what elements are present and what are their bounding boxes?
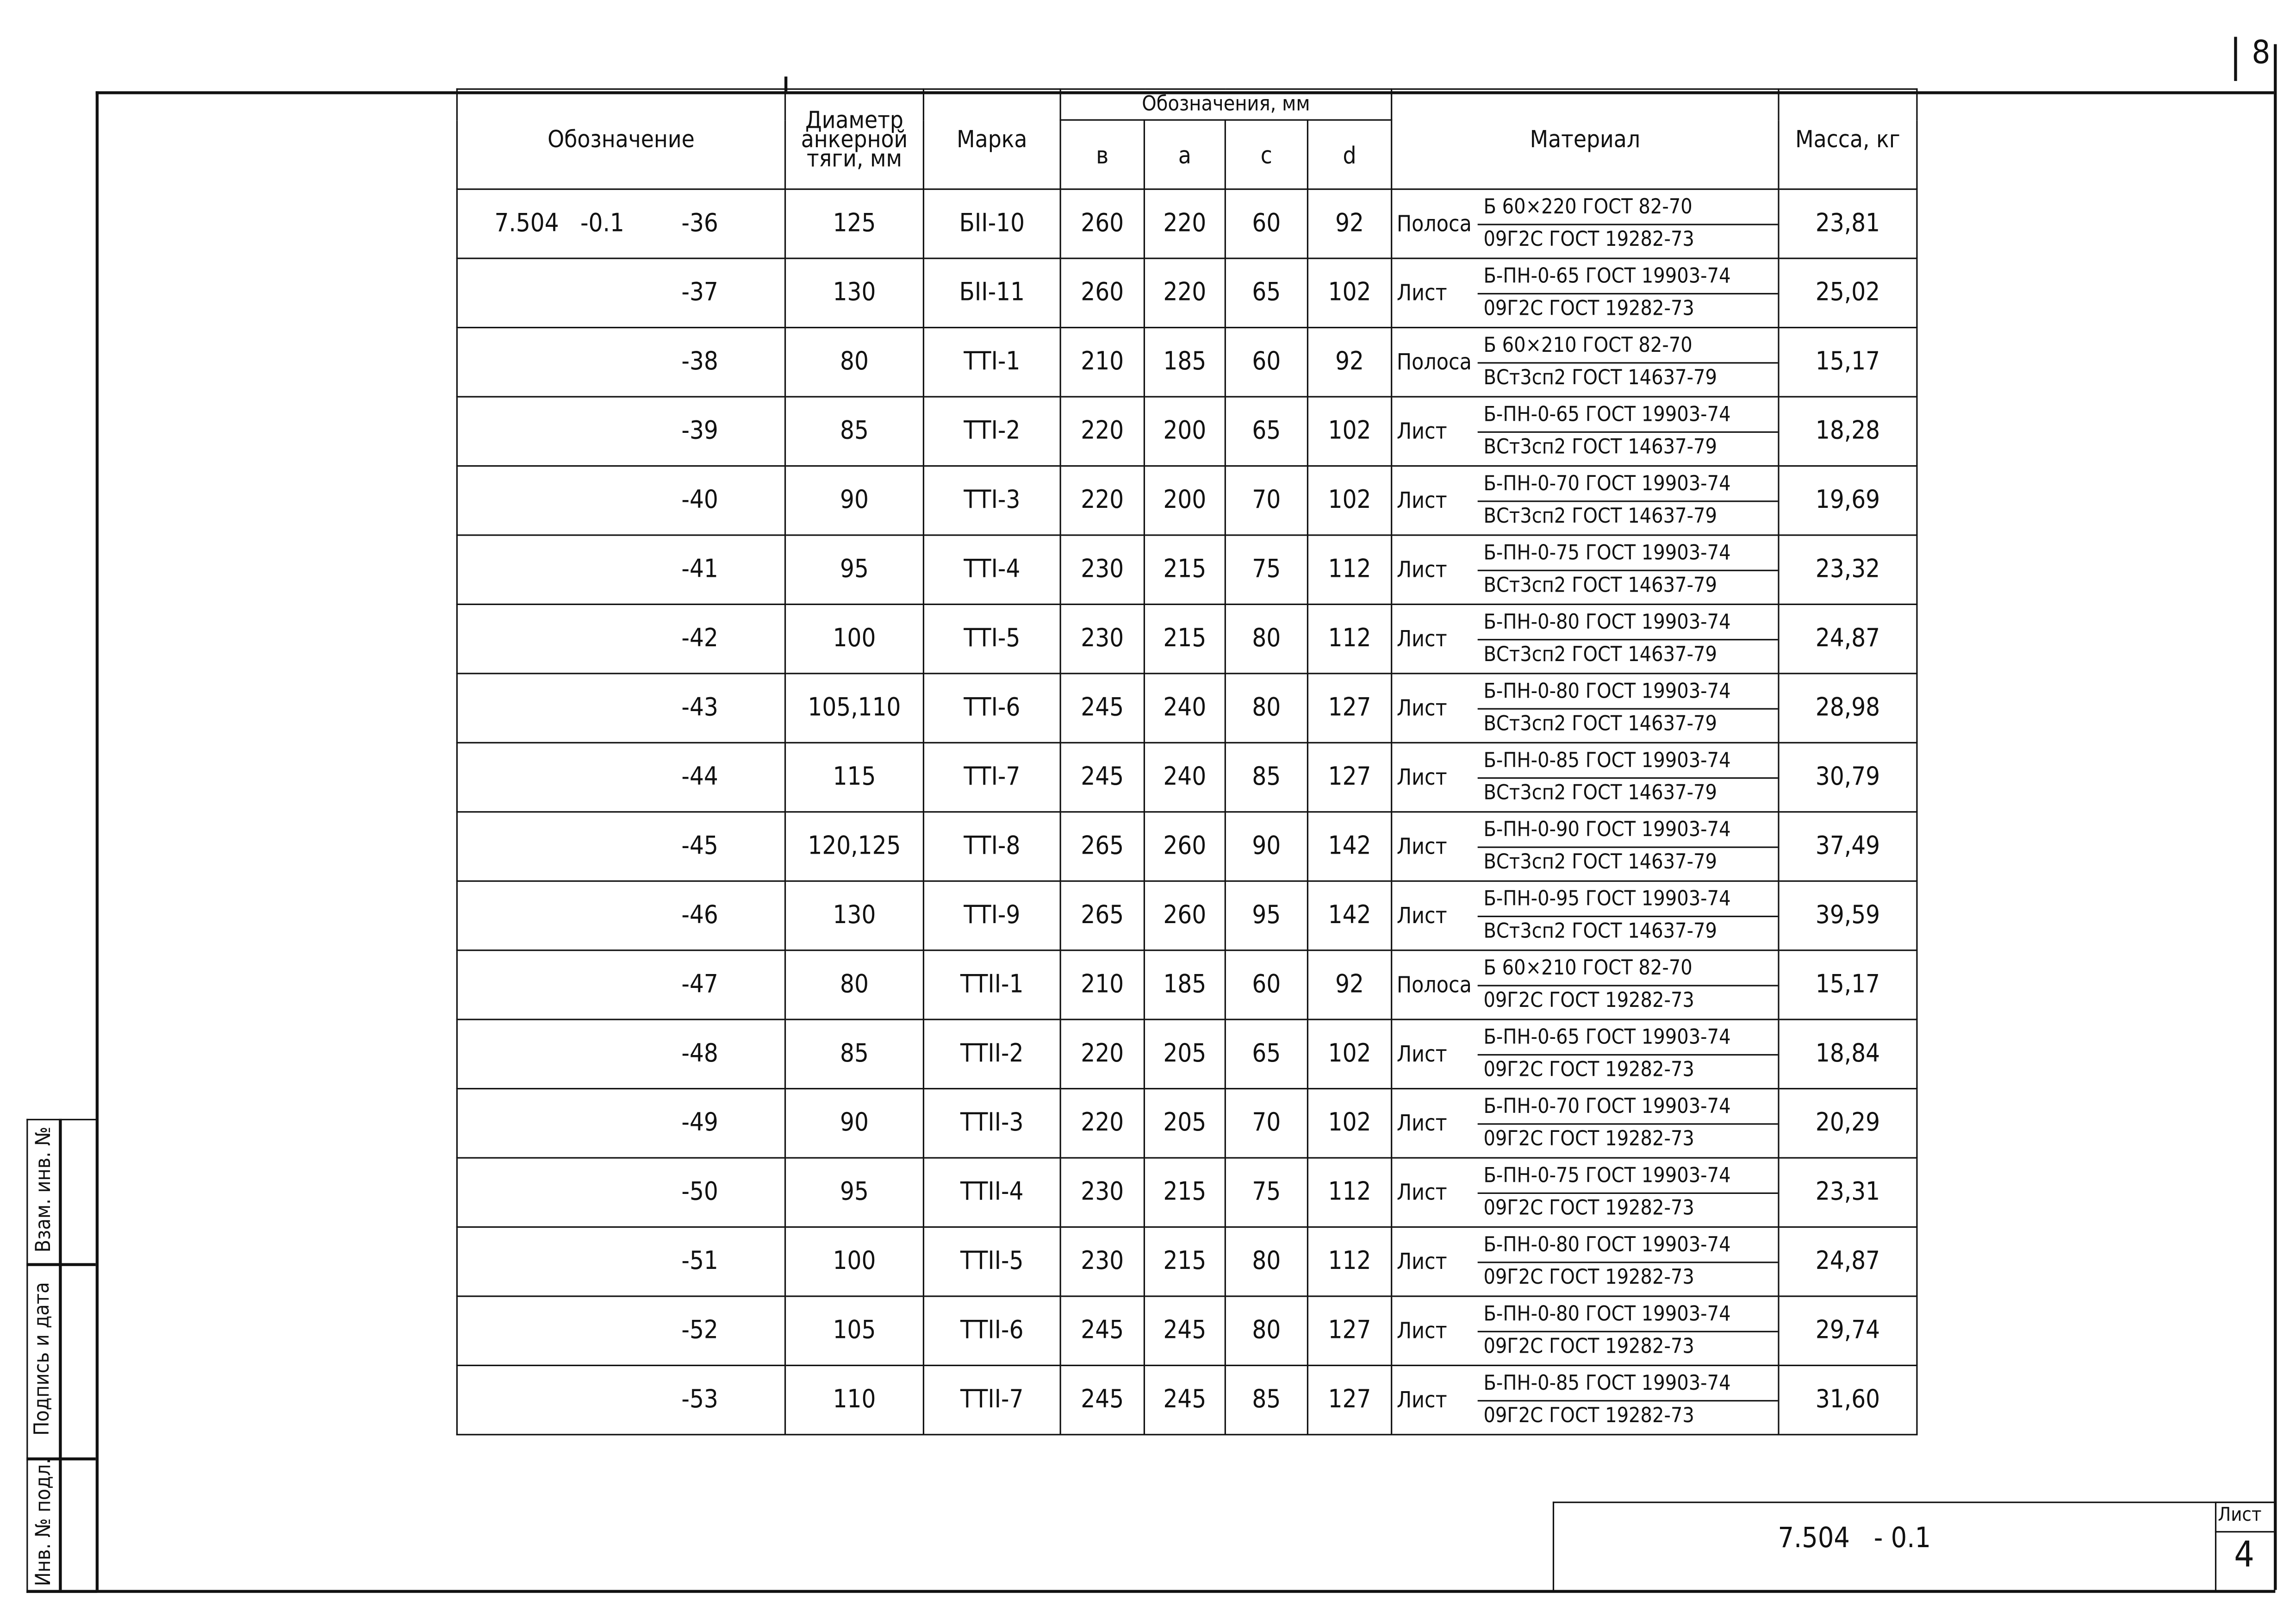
mark-cell: ТТII-1 [923, 950, 1060, 1019]
dim-a-cell: 260 [1144, 812, 1225, 881]
designation-cell [457, 1089, 785, 1158]
material-profile: Б-ПН-0-90 ГОСТ 19903-74 [1478, 815, 1778, 847]
material-steel: 09Г2С ГОСТ 19282-73 [1483, 1127, 1694, 1151]
designation-cell [457, 604, 785, 673]
material-type: Лист [1396, 694, 1447, 722]
material-cell [1392, 1158, 1779, 1227]
table-row [457, 743, 1917, 812]
designation-suffix: -48 [681, 1039, 718, 1069]
anchor-diameter-cell: 100 [785, 604, 924, 673]
material-type: Лист [1396, 556, 1447, 583]
material-profile: Б-ПН-0-80 ГОСТ 19903-74 [1478, 1299, 1778, 1331]
designation-suffix: -52 [681, 1316, 718, 1346]
material-cell [1392, 189, 1779, 258]
dim-d-cell: 127 [1307, 1296, 1391, 1365]
stamp-divider [59, 1119, 61, 1590]
material-steel: ВСт3сп2 ГОСТ 14637-79 [1483, 573, 1717, 597]
dim-d-cell: 127 [1307, 674, 1391, 743]
material-steel: ВСт3сп2 ГОСТ 14637-79 [1483, 435, 1717, 459]
material-profile: Б-ПН-0-80 ГОСТ 19903-74 [1478, 676, 1778, 709]
anchor-diameter-cell: 90 [785, 1089, 924, 1158]
sheet-label: Лист [2218, 1504, 2262, 1527]
mass-cell: 20,29 [1779, 1089, 1917, 1158]
material-type: Лист [1396, 1318, 1447, 1344]
table-row [457, 881, 1917, 950]
designation-cell [457, 397, 785, 466]
dim-c-cell: 80 [1225, 1227, 1307, 1296]
material-profile: Б-ПН-0-70 ГОСТ 19903-74 [1478, 1092, 1778, 1124]
sheet-box-divider [2215, 1531, 2274, 1533]
designation-cell [457, 535, 785, 604]
header-a: a [1144, 120, 1225, 189]
designation-suffix: -49 [681, 1108, 718, 1138]
mark-cell: ТТII-4 [923, 1158, 1060, 1227]
designation-cell [457, 1158, 785, 1227]
mark-cell: БII-11 [923, 258, 1060, 327]
anchor-diameter-cell: 115 [785, 743, 924, 812]
dim-a-cell: 220 [1144, 258, 1225, 327]
designation-suffix: -51 [681, 1247, 718, 1277]
mass-cell: 15,17 [1779, 328, 1917, 397]
dim-b-cell: 230 [1060, 535, 1144, 604]
dim-a-cell: 185 [1144, 328, 1225, 397]
mark-cell: ТТI-6 [923, 674, 1060, 743]
anchor-diameter-cell: 95 [785, 535, 924, 604]
material-cell [1392, 466, 1779, 535]
anchor-diameter-cell: 130 [785, 881, 924, 950]
mark-cell: ТТII-5 [923, 1227, 1060, 1296]
material-type: Лист [1396, 764, 1447, 791]
material-profile: Б-ПН-0-85 ГОСТ 19903-74 [1478, 1368, 1778, 1401]
designation-suffix: -36 [681, 209, 718, 239]
dim-c-cell: 60 [1225, 189, 1307, 258]
anchor-diameter-cell: 80 [785, 328, 924, 397]
material-type: Полоса [1396, 971, 1472, 999]
dim-c-cell: 95 [1225, 881, 1307, 950]
mark-cell: ТТII-7 [923, 1365, 1060, 1434]
designation-cell [457, 258, 785, 327]
mark-cell: ТТI-3 [923, 466, 1060, 535]
material-type: Лист [1396, 1248, 1447, 1275]
dim-c-cell: 80 [1225, 674, 1307, 743]
material-profile: Б-ПН-0-80 ГОСТ 19903-74 [1478, 1230, 1778, 1262]
dim-c-cell: 90 [1225, 812, 1307, 881]
dim-b-cell: 220 [1060, 466, 1144, 535]
designation-suffix: -40 [681, 486, 718, 515]
designation-cell [457, 1227, 785, 1296]
material-profile: Б-ПН-0-65 ГОСТ 19903-74 [1478, 261, 1778, 294]
material-profile: Б-ПН-0-75 ГОСТ 19903-74 [1478, 538, 1778, 570]
dim-d-cell: 92 [1307, 950, 1391, 1019]
material-cell [1392, 328, 1779, 397]
dim-a-cell: 245 [1144, 1296, 1225, 1365]
mark-cell: ТТII-3 [923, 1089, 1060, 1158]
designation-cell [457, 812, 785, 881]
designation-suffix: -46 [681, 901, 718, 931]
dim-c-cell: 70 [1225, 1089, 1307, 1158]
table-row [457, 535, 1917, 604]
material-profile: Б 60×210 ГОСТ 82-70 [1478, 953, 1778, 986]
dim-d-cell: 102 [1307, 258, 1391, 327]
dim-b-cell: 230 [1060, 604, 1144, 673]
designation-cell [457, 881, 785, 950]
dim-a-cell: 215 [1144, 1227, 1225, 1296]
material-profile: Б 60×210 ГОСТ 82-70 [1478, 331, 1778, 363]
material-type: Лист [1396, 1110, 1447, 1137]
designation-suffix: -38 [681, 347, 718, 377]
material-profile: Б 60×220 ГОСТ 82-70 [1478, 192, 1778, 225]
material-cell [1392, 535, 1779, 604]
dim-d-cell: 127 [1307, 1365, 1391, 1434]
material-type: Лист [1396, 1387, 1447, 1413]
page-corner-number: 8 [2252, 35, 2271, 72]
dim-c-cell: 85 [1225, 1365, 1307, 1434]
material-type: Лист [1396, 418, 1447, 445]
material-steel: ВСт3сп2 ГОСТ 14637-79 [1483, 643, 1717, 666]
material-profile: Б-ПН-0-85 ГОСТ 19903-74 [1478, 746, 1778, 778]
table-row [457, 604, 1917, 673]
sheet-number: 4 [2234, 1534, 2254, 1575]
material-cell [1392, 950, 1779, 1019]
dim-b-cell: 220 [1060, 397, 1144, 466]
dim-d-cell: 102 [1307, 1089, 1391, 1158]
designation-cell [457, 1365, 785, 1434]
dim-b-cell: 230 [1060, 1227, 1144, 1296]
anchor-diameter-cell: 120,125 [785, 812, 924, 881]
table-row [457, 1365, 1917, 1434]
dim-b-cell: 210 [1060, 328, 1144, 397]
dim-c-cell: 60 [1225, 328, 1307, 397]
designation-cell [457, 466, 785, 535]
corner-tick [2234, 37, 2236, 81]
material-cell [1392, 1227, 1779, 1296]
dim-a-cell: 220 [1144, 189, 1225, 258]
material-steel: 09Г2С ГОСТ 19282-73 [1483, 227, 1694, 251]
dim-c-cell: 85 [1225, 743, 1307, 812]
dim-d-cell: 102 [1307, 397, 1391, 466]
dim-d-cell: 102 [1307, 1019, 1391, 1088]
dim-d-cell: 102 [1307, 466, 1391, 535]
dim-b-cell: 265 [1060, 812, 1144, 881]
mass-cell: 24,87 [1779, 604, 1917, 673]
designation-cell [457, 189, 785, 258]
anchor-diameter-cell: 105,110 [785, 674, 924, 743]
dim-c-cell: 65 [1225, 397, 1307, 466]
dim-b-cell: 245 [1060, 674, 1144, 743]
dim-b-cell: 260 [1060, 258, 1144, 327]
dim-d-cell: 92 [1307, 189, 1391, 258]
designation-suffix: -50 [681, 1178, 718, 1207]
mass-cell: 18,84 [1779, 1019, 1917, 1088]
material-steel: 09Г2С ГОСТ 19282-73 [1483, 1196, 1694, 1220]
frame-right [2274, 44, 2276, 1590]
mass-cell: 37,49 [1779, 812, 1917, 881]
designation-cell [457, 743, 785, 812]
dim-a-cell: 185 [1144, 950, 1225, 1019]
material-cell [1392, 1019, 1779, 1088]
material-type: Лист [1396, 280, 1447, 306]
material-steel: 09Г2С ГОСТ 19282-73 [1483, 296, 1694, 320]
mark-cell: ТТII-2 [923, 1019, 1060, 1088]
table-row [457, 258, 1917, 327]
dim-c-cell: 70 [1225, 466, 1307, 535]
mark-cell: ТТI-1 [923, 328, 1060, 397]
material-profile: Б-ПН-0-75 ГОСТ 19903-74 [1478, 1161, 1778, 1193]
document-code: 7.504 - 0.1 [1778, 1522, 1931, 1555]
material-type: Лист [1396, 902, 1447, 929]
dim-b-cell: 220 [1060, 1019, 1144, 1088]
dim-c-cell: 80 [1225, 604, 1307, 673]
designation-cell [457, 950, 785, 1019]
dim-a-cell: 240 [1144, 674, 1225, 743]
dim-d-cell: 112 [1307, 1227, 1391, 1296]
specification-table [456, 88, 1918, 1436]
designation-suffix: -37 [681, 278, 718, 308]
designation-suffix: -47 [681, 970, 718, 1000]
table-row [457, 328, 1917, 397]
designation-cell [457, 1019, 785, 1088]
material-cell [1392, 1089, 1779, 1158]
dim-d-cell: 142 [1307, 881, 1391, 950]
material-cell [1392, 743, 1779, 812]
material-cell [1392, 1296, 1779, 1365]
material-cell [1392, 812, 1779, 881]
dim-c-cell: 80 [1225, 1296, 1307, 1365]
material-cell [1392, 604, 1779, 673]
dim-c-cell: 60 [1225, 950, 1307, 1019]
material-type: Лист [1396, 487, 1447, 514]
dim-d-cell: 142 [1307, 812, 1391, 881]
material-type: Лист [1396, 625, 1447, 652]
table-row [457, 1158, 1917, 1227]
table-row [457, 397, 1917, 466]
mark-cell: ТТI-8 [923, 812, 1060, 881]
dim-a-cell: 200 [1144, 397, 1225, 466]
table-row [457, 1227, 1917, 1296]
mass-cell: 29,74 [1779, 1296, 1917, 1365]
stamp-signature-date: Подпись и дата [31, 1282, 55, 1436]
dim-b-cell: 230 [1060, 1158, 1144, 1227]
material-steel: ВСт3сп2 ГОСТ 14637-79 [1483, 366, 1717, 390]
material-steel: ВСт3сп2 ГОСТ 14637-79 [1483, 850, 1717, 874]
dim-a-cell: 205 [1144, 1089, 1225, 1158]
anchor-diameter-cell: 130 [785, 258, 924, 327]
material-cell [1392, 258, 1779, 327]
designation-suffix: -43 [681, 693, 718, 723]
header-mark: Марка [923, 89, 1060, 189]
dim-c-cell: 75 [1225, 1158, 1307, 1227]
dim-c-cell: 65 [1225, 1019, 1307, 1088]
dim-b-cell: 245 [1060, 1296, 1144, 1365]
designation-suffix: -53 [681, 1385, 718, 1415]
material-steel: 09Г2С ГОСТ 19282-73 [1483, 1057, 1694, 1081]
mass-cell: 15,17 [1779, 950, 1917, 1019]
material-profile: Б-ПН-0-70 ГОСТ 19903-74 [1478, 469, 1778, 501]
dim-a-cell: 205 [1144, 1019, 1225, 1088]
anchor-diameter-cell: 85 [785, 397, 924, 466]
designation-suffix: -41 [681, 555, 718, 585]
mark-cell: ТТI-5 [923, 604, 1060, 673]
header-b: в [1060, 120, 1144, 189]
table-row [457, 812, 1917, 881]
material-steel: 09Г2С ГОСТ 19282-73 [1483, 988, 1694, 1012]
mark-cell: ТТI-2 [923, 397, 1060, 466]
header-designation: Обозначение [457, 89, 785, 189]
dim-d-cell: 112 [1307, 1158, 1391, 1227]
material-profile: Б-ПН-0-65 ГОСТ 19903-74 [1478, 400, 1778, 432]
header-mass: Масса, кг [1779, 89, 1917, 189]
designation-suffix: -39 [681, 416, 718, 446]
dim-a-cell: 245 [1144, 1365, 1225, 1434]
mass-cell: 23,81 [1779, 189, 1917, 258]
mass-cell: 31,60 [1779, 1365, 1917, 1434]
dim-d-cell: 112 [1307, 604, 1391, 673]
mark-cell: ТТII-6 [923, 1296, 1060, 1365]
material-cell [1392, 397, 1779, 466]
material-cell [1392, 1365, 1779, 1434]
stamp-original-inv: Инв. № подл. [32, 1458, 56, 1587]
dim-a-cell: 200 [1144, 466, 1225, 535]
dim-c-cell: 75 [1225, 535, 1307, 604]
material-type: Лист [1396, 1179, 1447, 1206]
anchor-diameter-cell: 95 [785, 1158, 924, 1227]
header-material: Материал [1392, 89, 1779, 189]
anchor-diameter-cell: 100 [785, 1227, 924, 1296]
mass-cell: 18,28 [1779, 397, 1917, 466]
material-profile: Б-ПН-0-95 ГОСТ 19903-74 [1478, 884, 1778, 917]
dim-b-cell: 260 [1060, 189, 1144, 258]
stamp-replaced-inv: Взам. инв. № [32, 1126, 56, 1253]
material-steel: ВСт3сп2 ГОСТ 14637-79 [1483, 504, 1717, 528]
anchor-diameter-cell: 85 [785, 1019, 924, 1088]
material-steel: ВСт3сп2 ГОСТ 14637-79 [1483, 781, 1717, 805]
mark-cell: БII-10 [923, 189, 1060, 258]
mark-cell: ТТI-7 [923, 743, 1060, 812]
material-cell [1392, 881, 1779, 950]
mark-cell: ТТI-4 [923, 535, 1060, 604]
table-row [457, 1019, 1917, 1088]
header-dimensions-group: Обозначения, мм [1060, 89, 1392, 120]
anchor-diameter-cell: 125 [785, 189, 924, 258]
mass-cell: 19,69 [1779, 466, 1917, 535]
material-steel: 09Г2С ГОСТ 19282-73 [1483, 1265, 1694, 1289]
material-profile: Б-ПН-0-80 ГОСТ 19903-74 [1478, 607, 1778, 640]
mass-cell: 30,79 [1779, 743, 1917, 812]
dim-a-cell: 240 [1144, 743, 1225, 812]
dim-d-cell: 112 [1307, 535, 1391, 604]
material-cell [1392, 674, 1779, 743]
dim-c-cell: 65 [1225, 258, 1307, 327]
designation-cell [457, 674, 785, 743]
header-d: d [1307, 120, 1391, 189]
table-row [457, 1089, 1917, 1158]
table-row [457, 674, 1917, 743]
mass-cell: 25,02 [1779, 258, 1917, 327]
designation-prefix: 7.504 -0.1 [494, 209, 624, 239]
mass-cell: 28,98 [1779, 674, 1917, 743]
dim-b-cell: 220 [1060, 1089, 1144, 1158]
dim-d-cell: 92 [1307, 328, 1391, 397]
header-anchor-diameter: Диаметр анкерной тяги, мм [785, 89, 924, 189]
table-row [457, 189, 1917, 258]
designation-suffix: -42 [681, 624, 718, 654]
table-row [457, 950, 1917, 1019]
mass-cell: 39,59 [1779, 881, 1917, 950]
mass-cell: 23,31 [1779, 1158, 1917, 1227]
table-row [457, 1296, 1917, 1365]
anchor-diameter-cell: 110 [785, 1365, 924, 1434]
dim-b-cell: 245 [1060, 1365, 1144, 1434]
anchor-diameter-cell: 90 [785, 466, 924, 535]
material-steel: ВСт3сп2 ГОСТ 14637-79 [1483, 919, 1717, 943]
mark-cell: ТТI-9 [923, 881, 1060, 950]
dim-a-cell: 215 [1144, 604, 1225, 673]
table-row [457, 466, 1917, 535]
dim-b-cell: 265 [1060, 881, 1144, 950]
material-type: Полоса [1396, 210, 1472, 237]
material-profile: Б-ПН-0-65 ГОСТ 19903-74 [1478, 1023, 1778, 1055]
material-type: Полоса [1396, 349, 1472, 375]
header-c: c [1225, 120, 1307, 189]
anchor-diameter-cell: 80 [785, 950, 924, 1019]
anchor-diameter-cell: 105 [785, 1296, 924, 1365]
mass-cell: 24,87 [1779, 1227, 1917, 1296]
dim-b-cell: 245 [1060, 743, 1144, 812]
material-steel: 09Г2С ГОСТ 19282-73 [1483, 1404, 1694, 1428]
dim-a-cell: 215 [1144, 535, 1225, 604]
material-type: Лист [1396, 833, 1447, 860]
mass-cell: 23,32 [1779, 535, 1917, 604]
material-steel: ВСт3сп2 ГОСТ 14637-79 [1483, 712, 1717, 736]
dim-d-cell: 127 [1307, 743, 1391, 812]
designation-cell [457, 1296, 785, 1365]
designation-suffix: -44 [681, 762, 718, 792]
designation-suffix: -45 [681, 831, 718, 862]
dim-a-cell: 215 [1144, 1158, 1225, 1227]
material-type: Лист [1396, 1041, 1447, 1068]
dim-a-cell: 260 [1144, 881, 1225, 950]
material-steel: 09Г2С ГОСТ 19282-73 [1483, 1334, 1694, 1358]
designation-cell [457, 328, 785, 397]
dim-b-cell: 210 [1060, 950, 1144, 1019]
